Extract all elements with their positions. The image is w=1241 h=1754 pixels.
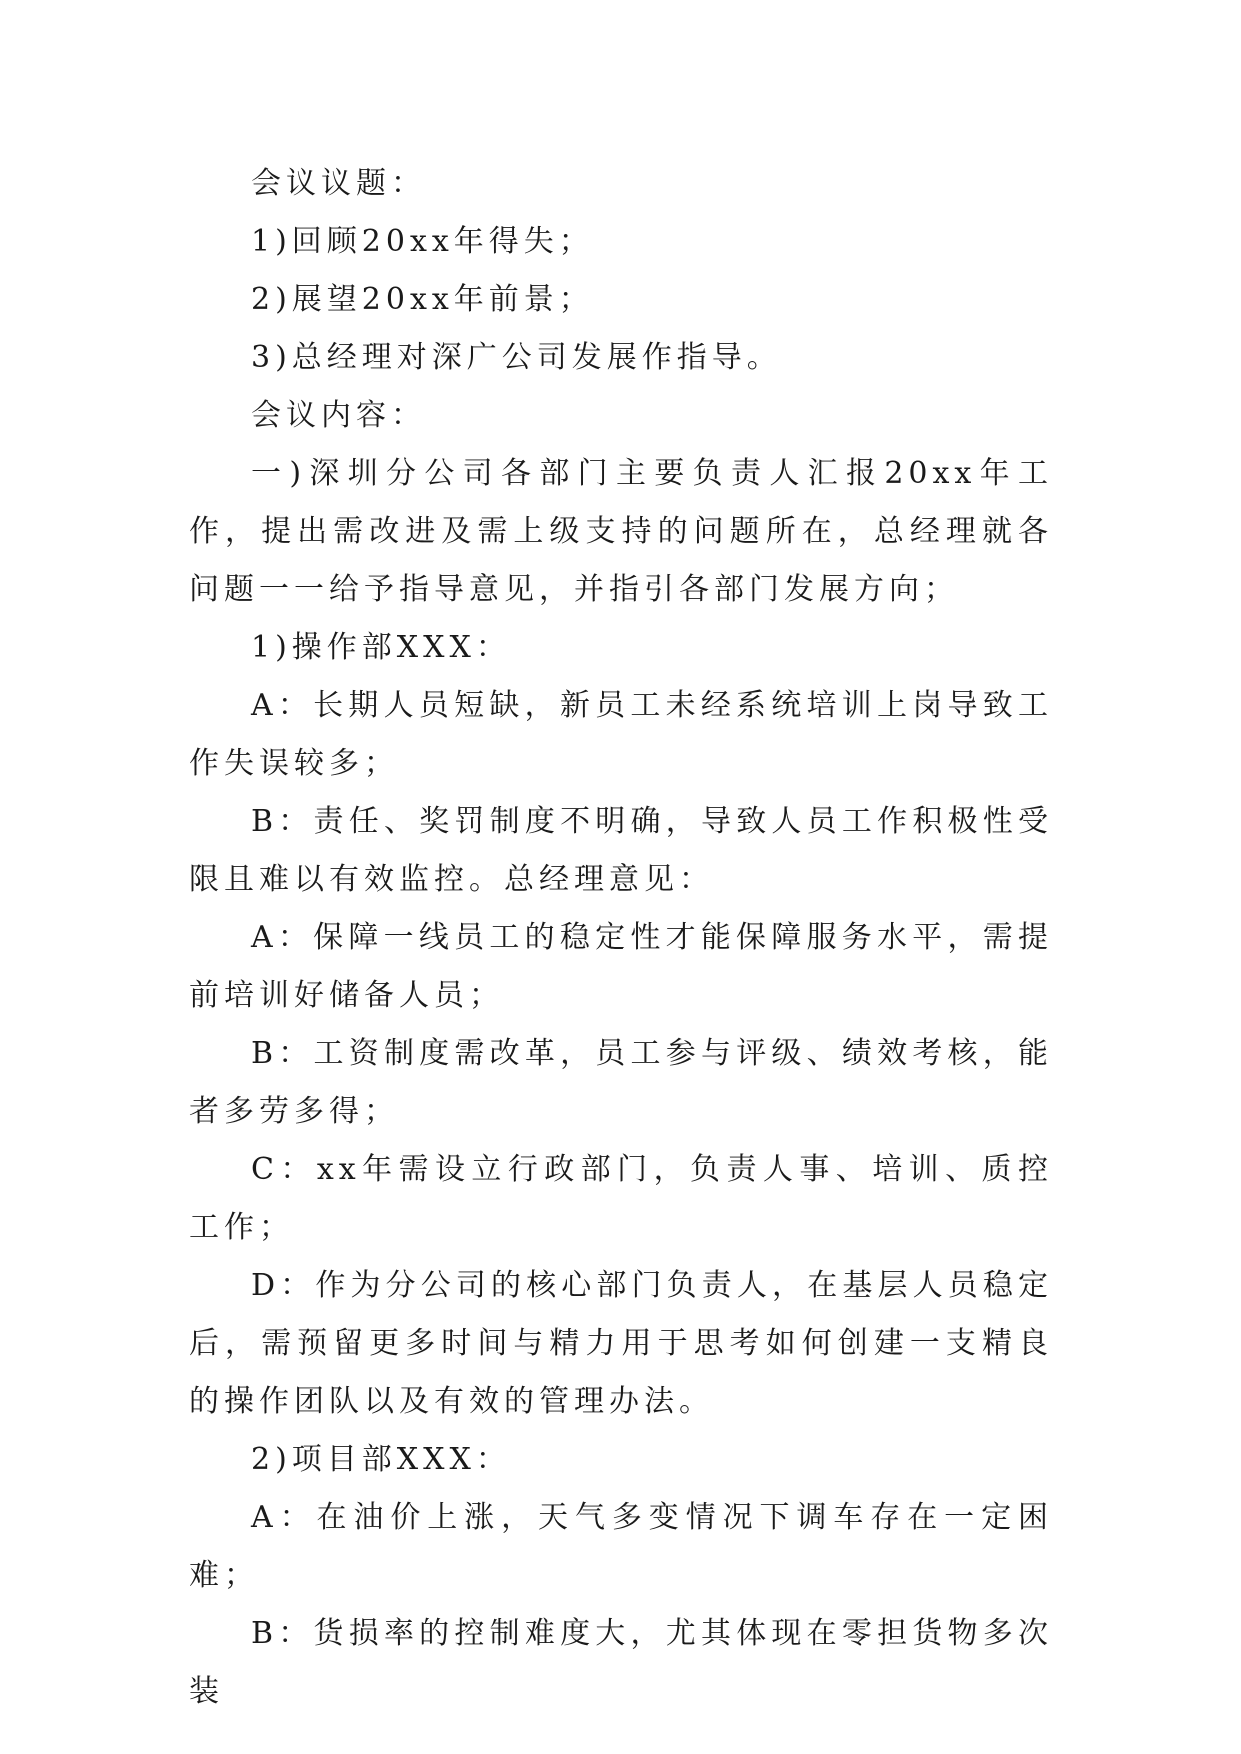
agenda-item-2: 2)展望20xx年前景； bbox=[251, 282, 594, 317]
section-1-intro: 一)深圳分公司各部门主要负责人汇报20xx年工作，提出需改进及需上级支持的问题所在，总经理就各问题一一给予指导意见，并指引各部门发展方向； bbox=[189, 456, 1053, 607]
opinion-b: B：工资制度需改革，员工参与评级、绩效考核，能者多劳多得； bbox=[189, 1036, 1053, 1129]
agenda-item-3: 3)总经理对深广公司发展作指导。 bbox=[251, 340, 782, 375]
operations-dept-heading: 1)操作部XXX： bbox=[251, 630, 511, 665]
agenda-item-1: 1)回顾20xx年得失； bbox=[251, 224, 594, 259]
agenda-heading: 会议议题： bbox=[251, 166, 426, 201]
opinion-c: C：xx年需设立行政部门，负责人事、培训、质控工作； bbox=[189, 1152, 1053, 1245]
document-body bbox=[189, 155, 1053, 1721]
operations-issue-b: B：责任、奖罚制度不明确，导致人员工作积极性受限且难以有效监控。总经理意见： bbox=[189, 804, 1053, 897]
operations-issue-a: A：长期人员短缺，新员工未经系统培训上岗导致工作失误较多； bbox=[189, 688, 1053, 781]
content-heading: 会议内容： bbox=[251, 398, 426, 433]
project-issue-a: A：在油价上涨，天气多变情况下调车存在一定困难； bbox=[189, 1500, 1053, 1593]
opinion-d: D：作为分公司的核心部门负责人，在基层人员稳定后，需预留更多时间与精力用于思考如何创建一支精良的操作团队以及有效的管理办法。 bbox=[189, 1268, 1053, 1419]
opinion-a: A：保障一线员工的稳定性才能保障服务水平，需提前培训好储备人员； bbox=[189, 920, 1053, 1013]
project-issue-b: B：货损率的控制难度大，尤其体现在零担货物多次装 bbox=[189, 1616, 1053, 1709]
project-dept-heading: 2)项目部XXX： bbox=[251, 1442, 511, 1477]
